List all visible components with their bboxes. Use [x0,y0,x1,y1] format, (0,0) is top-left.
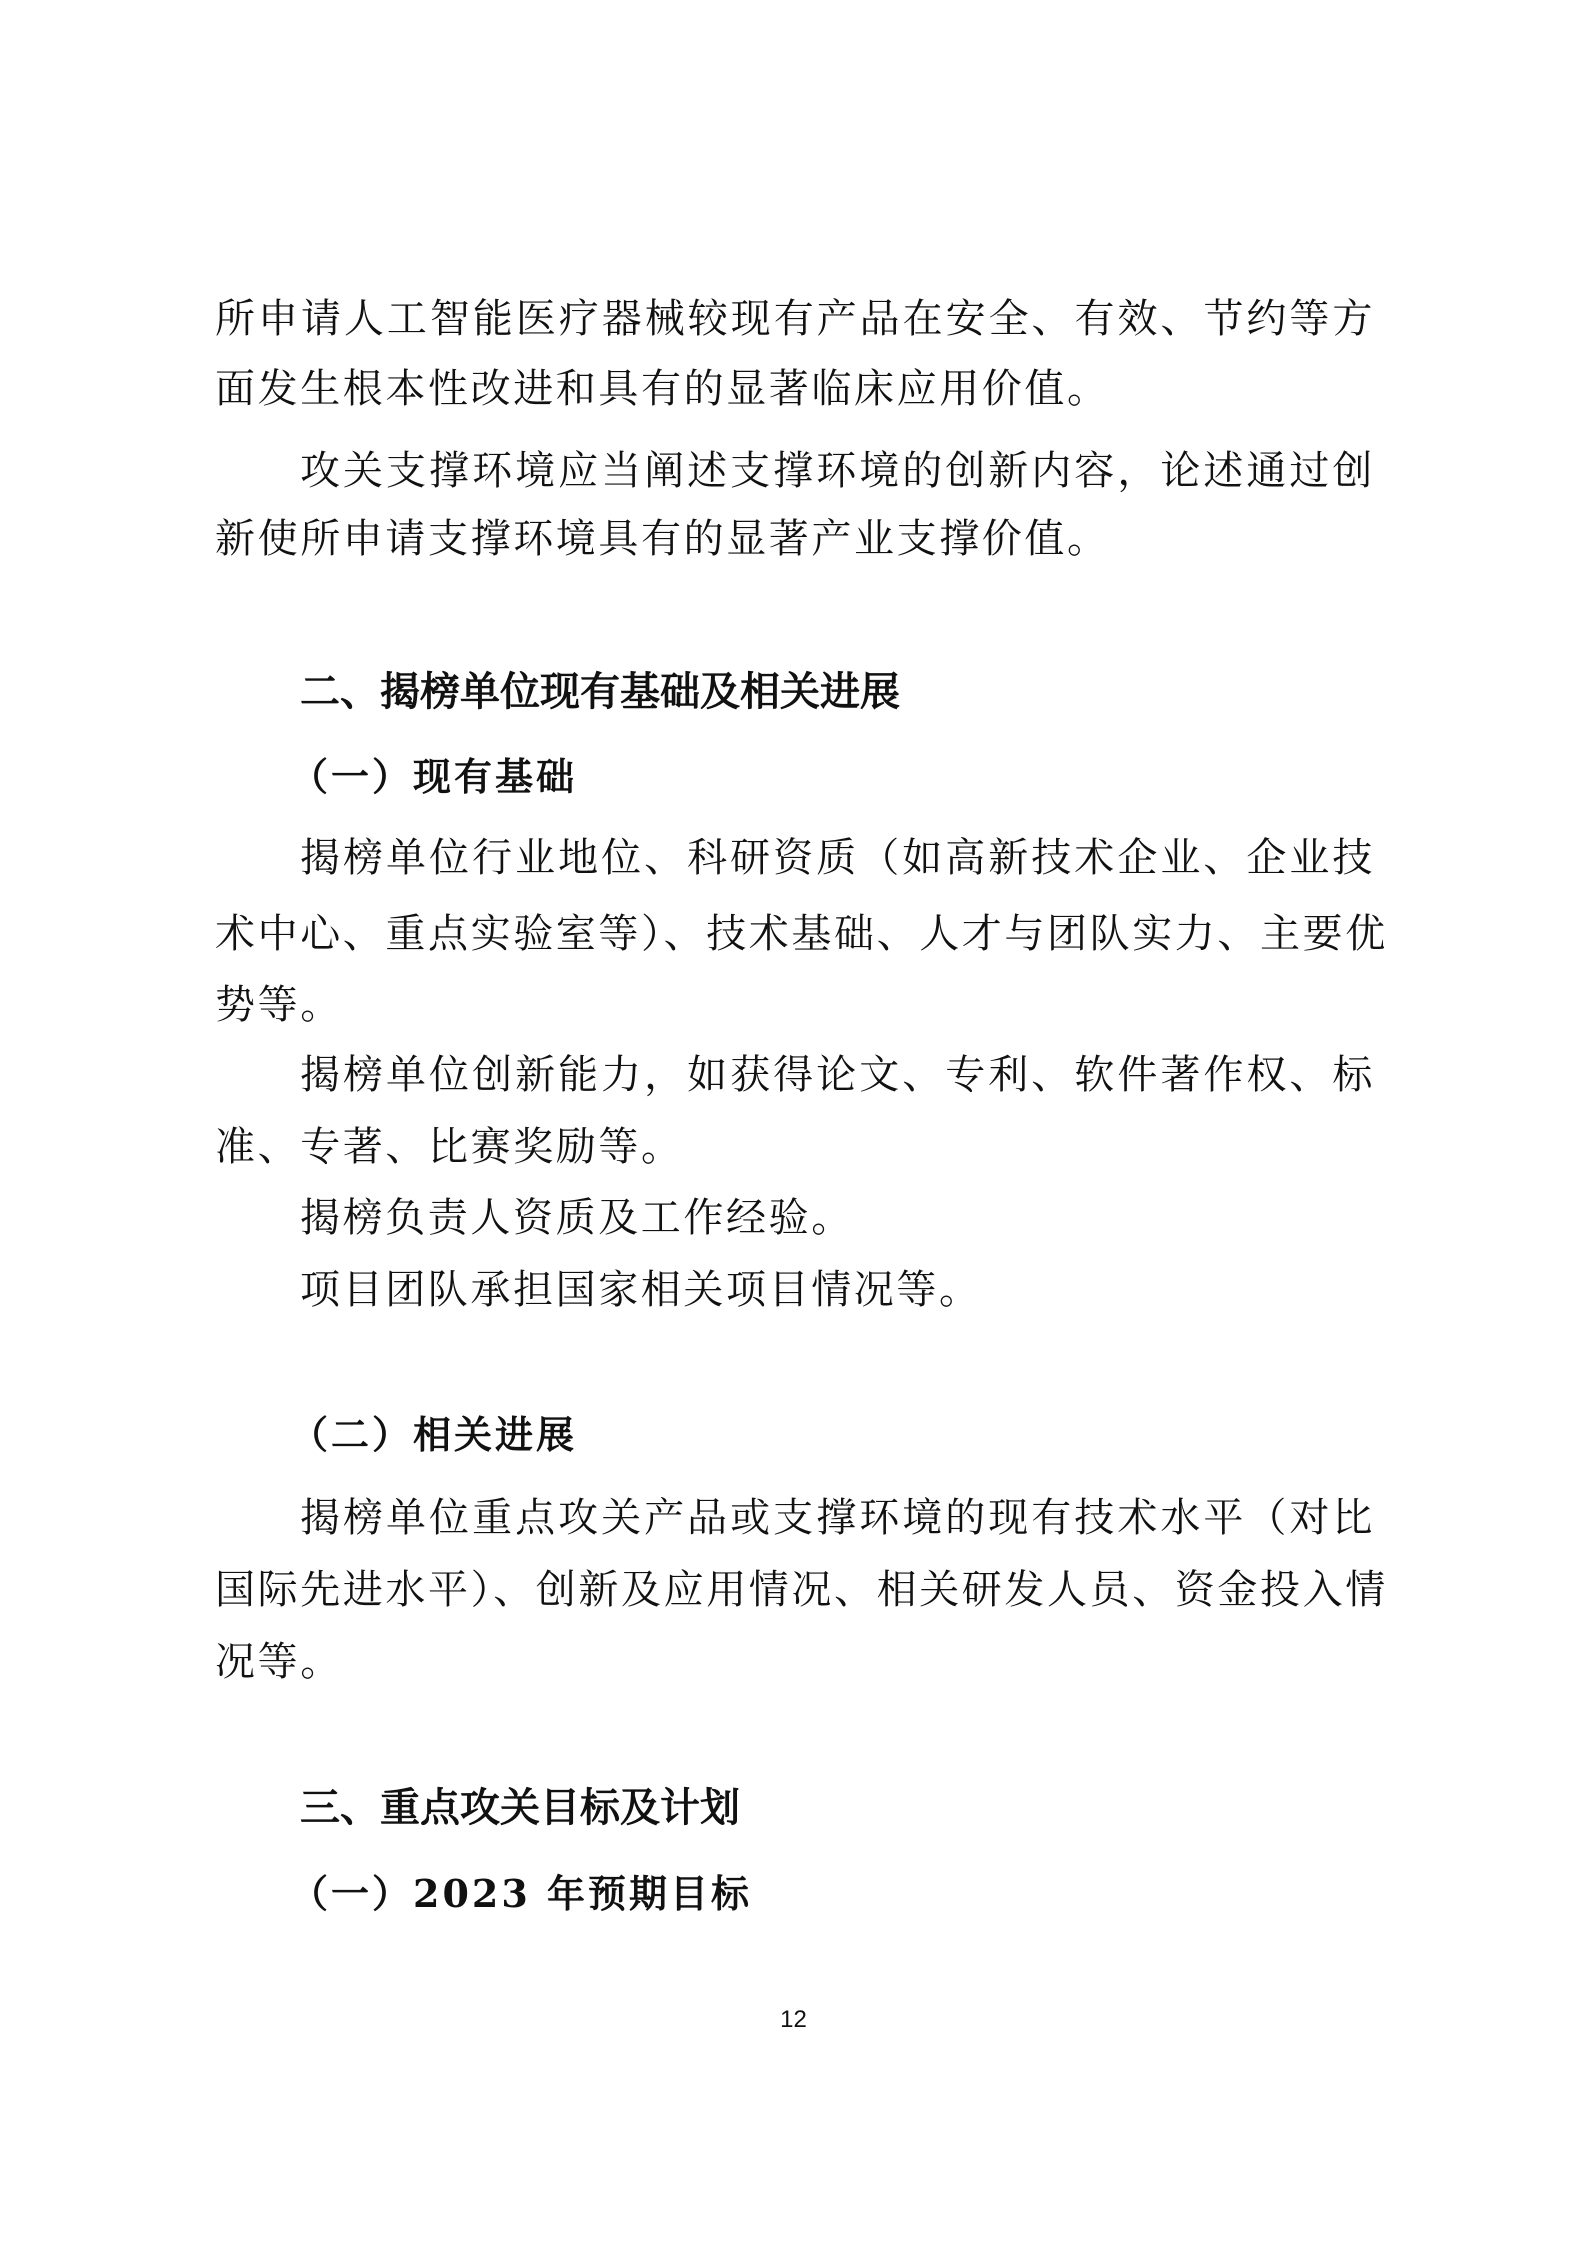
subsection-heading: （一）现有基础 [290,754,578,799]
paragraph-line: 况等。 [215,1639,343,1685]
paragraph-line: 揭榜负责人资质及工作经验。 [300,1195,854,1241]
section-heading: 三、重点攻关目标及计划 [300,1785,740,1831]
paragraph-line: 术中心、重点实验室等）、技术基础、人才与团队实力、主要优 [215,911,1388,957]
paragraph-line: 国际先进水平）、创新及应用情况、相关研发人员、资金投入情 [215,1567,1388,1613]
paragraph-line: 揭榜单位行业地位、科研资质（如高新技术企业、企业技 [300,835,1375,881]
paragraph-line: 攻关支撑环境应当阐述支撑环境的创新内容，论述通过创 [300,448,1375,494]
subsection-heading: （二）相关进展 [290,1412,578,1457]
subsection-heading: （一）2023 年预期目标 [290,1871,752,1916]
paragraph-line: 所申请人工智能医疗器械较现有产品在安全、有效、节约等方 [215,296,1375,342]
paragraph-line: 揭榜单位创新能力，如获得论文、专利、软件著作权、标 [300,1052,1375,1098]
section-heading: 二、揭榜单位现有基础及相关进展 [300,669,900,715]
paragraph-line: 面发生根本性改进和具有的显著临床应用价值。 [215,366,1110,412]
paragraph-line: 势等。 [215,982,343,1028]
paragraph-line: 新使所申请支撑环境具有的显著产业支撑价值。 [215,516,1110,562]
paragraph-line: 准、专著、比赛奖励等。 [215,1124,684,1170]
paragraph-line: 项目团队承担国家相关项目情况等。 [300,1267,982,1313]
page-number: 12 [780,2006,807,2033]
paragraph-line: 揭榜单位重点攻关产品或支撑环境的现有技术水平（对比 [300,1495,1375,1541]
